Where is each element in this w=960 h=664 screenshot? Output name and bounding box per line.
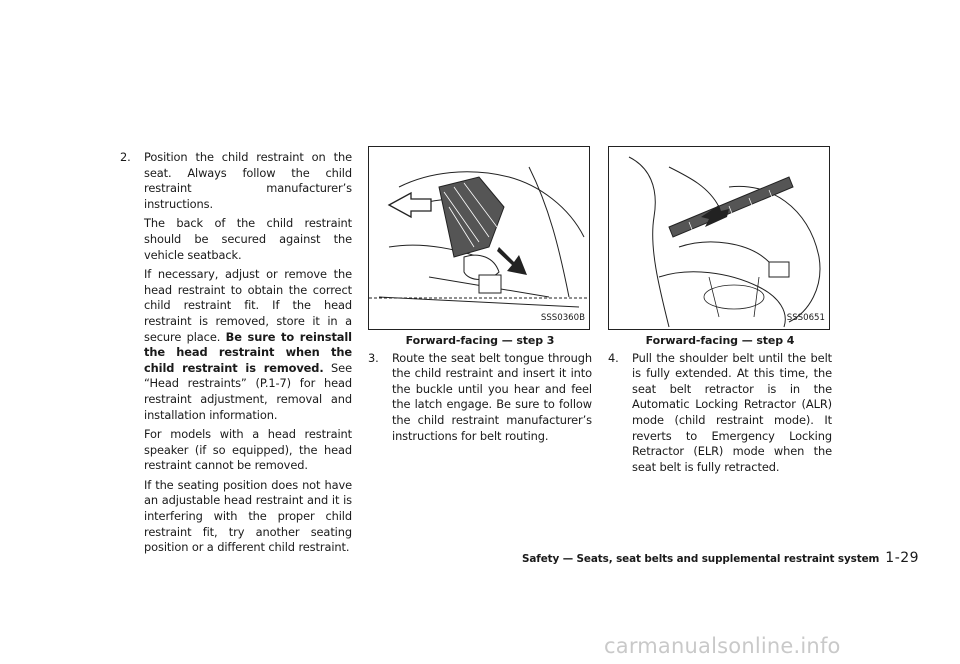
- page-number: 1-29: [885, 550, 920, 566]
- step-2: [120, 150, 352, 212]
- step-number: 2.: [120, 150, 131, 164]
- figure-code: SSS0651: [786, 313, 825, 324]
- watermark: carmanualsonline.info: [604, 634, 841, 658]
- paragraph: If the seating position does not have an adjustable head restraint and it is interfering with the proper child restraint fit, try another seating position or a different child restraint.: [144, 477, 352, 555]
- step-4: [608, 351, 832, 476]
- step-3: [368, 351, 592, 445]
- figure-step-4: [608, 146, 830, 330]
- paragraph: For models with a head restraint speaker (if so equipped), the head restraint cannot be removed.: [144, 427, 352, 473]
- step-text: Route the seat belt tongue through the child restraint and insert it into the buckle until you hear and feel the latch engage. Be sure to follow the child restraint manufacturer’s instructions for belt routing.: [392, 350, 592, 443]
- figure-caption: Forward-facing — step 4: [645, 334, 795, 347]
- paragraph: The back of the child restraint should be secured against the vehicle seatback.: [144, 216, 352, 262]
- step-2-column: [120, 150, 352, 556]
- footer-section-title: Safety — Seats, seat belts and supplemental restraint system: [522, 553, 880, 565]
- figure-code: SSS0360B: [540, 313, 585, 324]
- paragraph: [144, 267, 352, 423]
- figure-caption: Forward-facing — step 3: [405, 334, 555, 347]
- warning-text: Be sure to reinstall the head restraint when the child restraint is removed.: [144, 329, 352, 375]
- step-number: 3.: [368, 350, 379, 365]
- shoulder-belt-pull-illustration: [609, 147, 829, 329]
- step-4-column: [608, 146, 832, 475]
- step-text: Pull the shoulder belt until the belt is fully extended. At this time, the seat belt retractor is in the Automatic Locking Retractor (ALR) mode (child restraint mode). It reverts to Emergency Locking Retractor (ELR) mode when the seat belt is fully retracted.: [632, 350, 832, 474]
- step-number: 4.: [608, 350, 619, 365]
- paragraph-text: See “Head restraints” (P.1-7) for head restraint adjustment, removal and installation information.: [144, 360, 352, 422]
- step-text: Position the child restraint on the seat. Always follow the child restraint manufacturer’s instructions.: [144, 150, 352, 211]
- page-footer: [522, 547, 920, 566]
- paragraph-text: If necessary, adjust or remove the head restraint to obtain the correct child restraint fit. If the head restraint is removed, store it in a secure place.: [144, 267, 352, 344]
- figure-step-3: [368, 146, 590, 330]
- step-3-column: [368, 146, 592, 444]
- seat-belt-routing-illustration: [369, 147, 589, 329]
